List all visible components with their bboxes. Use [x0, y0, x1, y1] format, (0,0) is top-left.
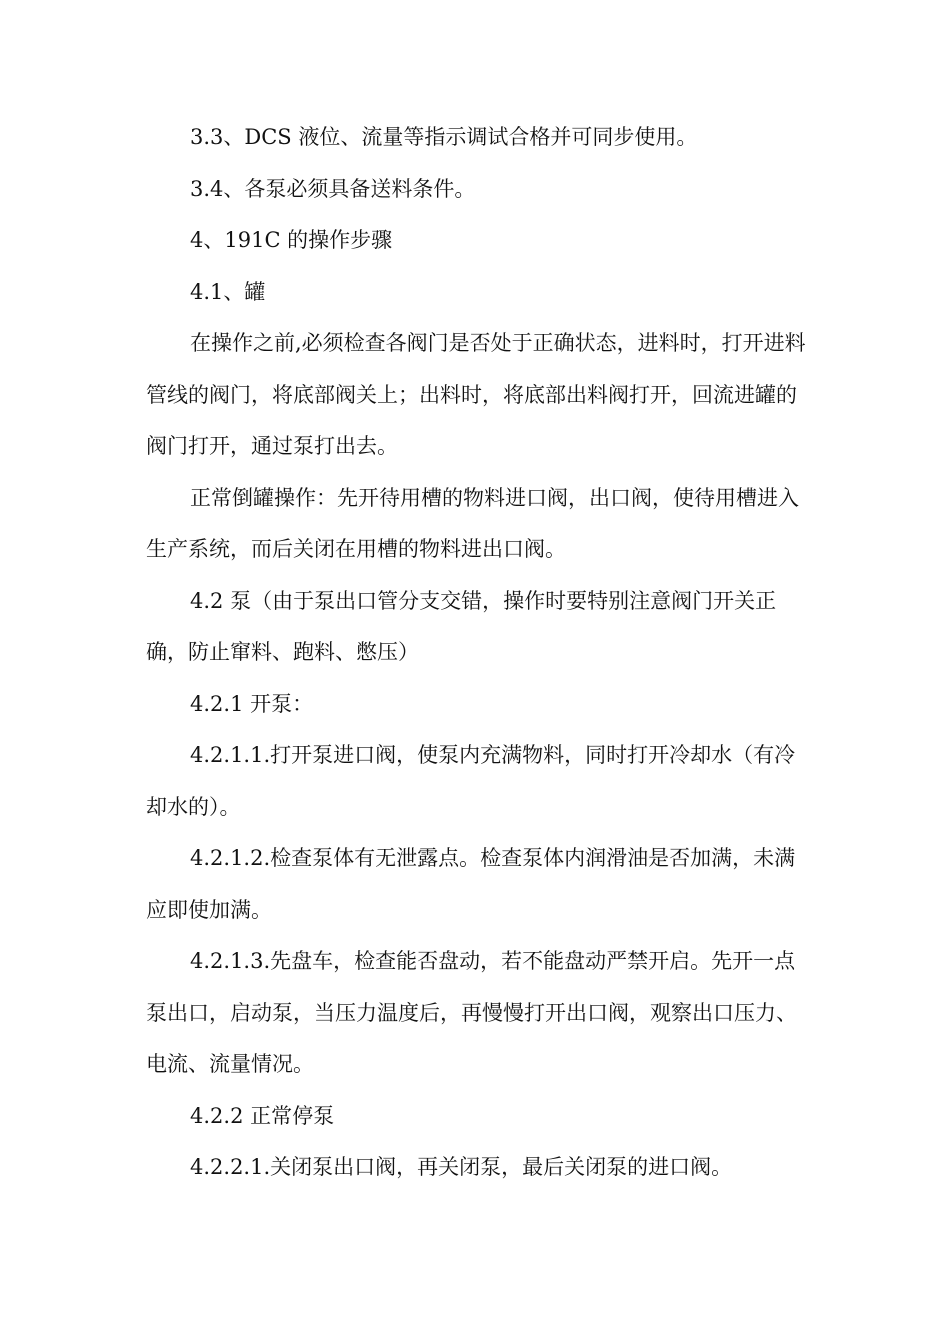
paragraph-tank-switch-operation: 正常倒罐操作：先开待用槽的物料进口阀，出口阀，使待用槽进入生产系统，而后关闭在用槽的物料进出口阀。 — [146, 485, 799, 561]
paragraph-tank-valve-check: 在操作之前,必须检查各阀门是否处于正确状态，进料时，打开进料管线的阀门，将底部阀关上；出料时，将底部出料阀打开，回流进罐的阀门打开，通过泵打出去。 — [146, 331, 806, 458]
paragraph-4-2-1-2: 4.2.1.2.检查泵体有无泄露点。检查泵体内润滑油是否加满，未满应即使加满。 — [146, 846, 796, 922]
heading-4-operation-steps: 4、191C 的操作步骤 — [190, 228, 393, 252]
paragraph-4-2-1-3: 4.2.1.3.先盘车，检查能否盘动，若不能盘动严禁开启。先开一点泵出口，启动泵，当压力温度后，再慢慢打开出口阀，观察出口压力、电流、流量情况。 — [146, 949, 797, 1076]
heading-4-2-1-start-pump: 4.2.1 开泵： — [190, 691, 314, 716]
heading-4-2-pump: 4.2 泵（由于泵出口管分支交错，操作时要特别注意阀门开关正确，防止窜料、跑料、憋压） — [146, 588, 777, 664]
paragraph-4-2-2-1: 4.2.2.1.关闭泵出口阀，再关闭泵，最后关闭泵的进口阀。 — [190, 1155, 733, 1179]
heading-4-1-tank: 4.1、罐 — [190, 279, 266, 304]
paragraph-3-3-dcs-indicators: 3.3、DCS 液位、流量等指示调试合格并可同步使用。 — [190, 125, 698, 149]
paragraph-3-4-pump-conditions: 3.4、各泵必须具备送料条件。 — [190, 176, 476, 201]
heading-4-2-2-normal-stop: 4.2.2 正常停泵 — [190, 1103, 335, 1128]
document-body — [146, 112, 806, 1194]
paragraph-4-2-1-1: 4.2.1.1.打开泵进口阀，使泵内充满物料，同时打开冷却水（有冷却水的）。 — [146, 743, 796, 819]
